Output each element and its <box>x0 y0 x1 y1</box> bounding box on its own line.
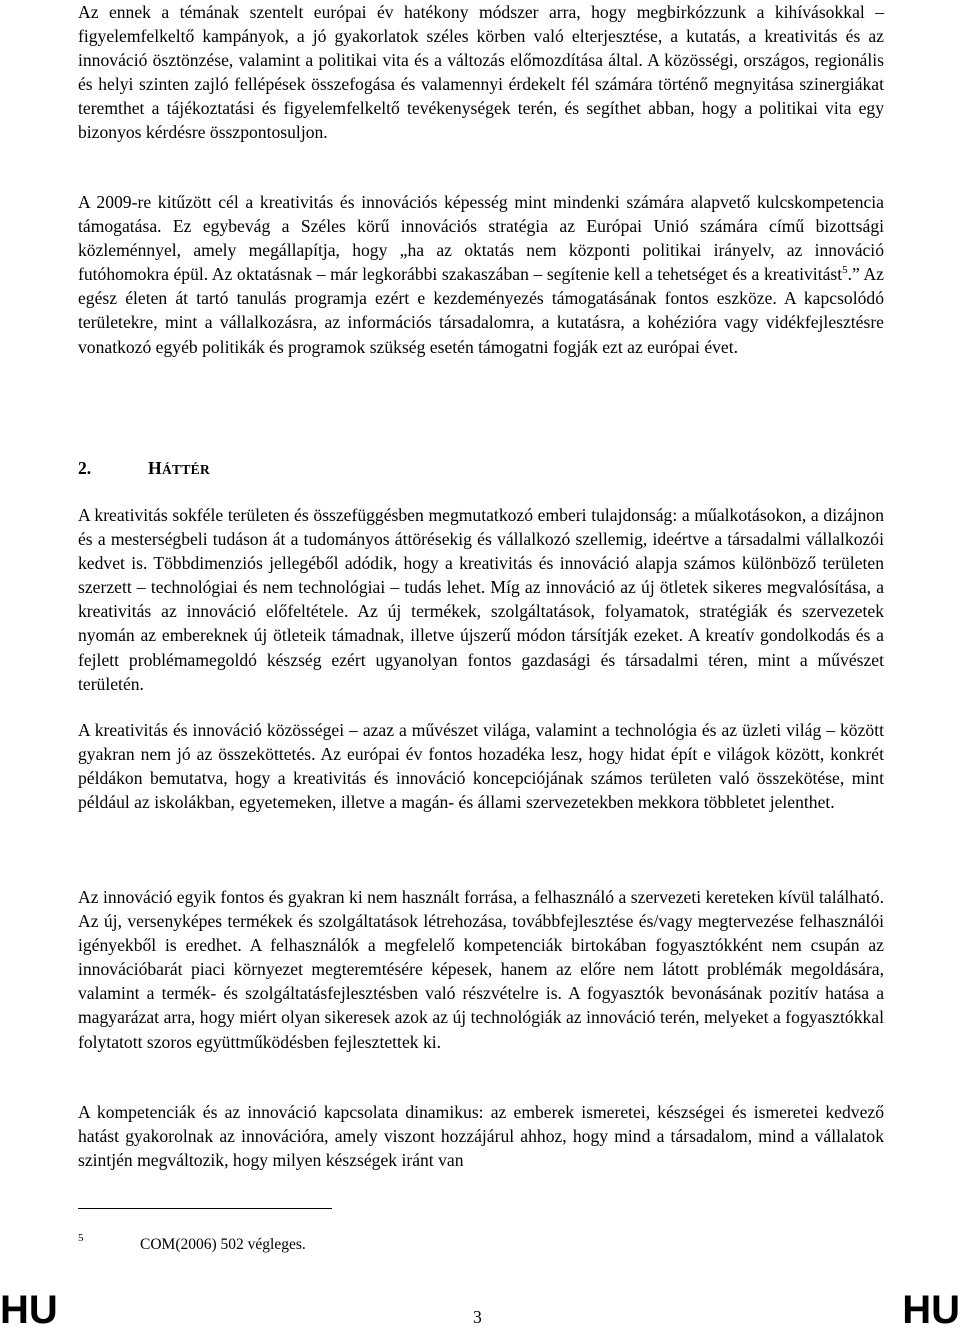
paragraph: A kompetenciák és az innováció kapcsolata dinamikus: az emberek ismeretei, készségei és ismeretei kedvező hatást gyakorolnak az innovációra, amely viszont hozzájárul ahhoz, hogy mind a társadalom, mind a vállalatok szintjén megváltozik, hogy milyen készségek iránt van <box>78 1102 884 1171</box>
section-number: 2. <box>78 458 92 478</box>
footnote-number: 5 <box>78 1232 84 1244</box>
paragraph: A kreativitás sokféle területen és összefüggésben megmutatkozó emberi tulajdonság: a műalkotásokon, a dizájnon és a mesterségbeli tudáson át a tudományos áttörésekig és vállalkozó szellemig, ideértve a társadalmi vállalkozói kedvet is. Többdimenziós jellegéből adódik, hogy a kreativitás és innováció alapja számos különböző területen szerzett – technológiai és nem technológiai – tudás lehet. Míg az innováció az új ötletek sikeres megvalósítása, a kreativitás az innováció előfeltétele. Az új termékek, szolgáltatások, folyamatok, stratégiák és szervezetek nyomán az embereknek új ötleteik támadnak, illetve újszerű módon társítják ezeket. A kreatív gondolkodás és a fejlett problémamegoldó készség ezért ugyanolyan fontos gazdasági és társadalmi téren, mint a művészet területén. <box>78 505 884 694</box>
paragraph-text: A 2009-re kitűzött cél a kreativitás és innovációs képesség mint mindenki számára alapvető kulcskompetencia támogatása. Ez egybevág a Széles körű innovációs stratégia az Európai Unió számára című bizottsági közleménnyel, amely megállapítja, hogy „ha az oktatás nem központi politikai irányelv, az innováció futóhomokra épül. Az oktatásnak – már legkorábbi szakaszában – segítenie kell a tehetséget és a kreativitást <box>78 192 884 285</box>
paragraph <box>78 190 884 359</box>
footnote <box>78 1228 306 1255</box>
section-heading <box>78 458 884 479</box>
paragraph: Az innováció egyik fontos és gyakran ki nem használt forrása, a felhasználó a szervezeti kereteken kívül található. Az új, versenyképes termékek és szolgáltatások létrehozása, továbbfejlesztése és/vagy megtervezése felhasználói igényekből is eredhet. A felhasználók a megfelelő kompetenciák birtokában fogyasztókként nem csupán az innovációbarát piaci környezet megteremtésére képesek, hanem az előre nem látott problémák megoldására, valamint a termék- és szolgáltatásfejlesztésben való részvételre is. A fogyasztók bevonásának pozitív hatása a magyarázat arra, hogy miért olyan sikeresek azok az új technológiák az innováció terén, melyeket a fogyasztókkal folytatott szoros együttműködésben fejlesztettek ki. <box>78 887 884 1052</box>
section-title: HÁTTÉR <box>148 458 211 478</box>
language-code-right: HU <box>902 1288 960 1332</box>
footnote-text: COM(2006) 502 végleges. <box>140 1236 306 1253</box>
footnote-reference: 5 <box>842 264 848 277</box>
footnote-separator <box>78 1208 332 1209</box>
paragraph-text: .” Az egész életen át tartó tanulás programja ezért e kezdeményezés támogatásának fontos eszköze. A kapcsolódó területekre, mint a vállalkozásra, az információs társadalomra, a kutatásra, a kohézióra vagy vidékfejlesztésre vonatkozó egyéb politikák és programok szükség esetén támogatni fogják ezt az európai évet. <box>78 264 884 357</box>
paragraph: A kreativitás és innováció közösségei – azaz a művészet világa, valamint a technológia és az üzleti világ – között gyakran nem jó az összeköttetés. Az európai év fontos hozadéka lesz, hogy hidat épít e világok között, konkrét példákon bemutatva, hogy a kreativitás és innováció koncepciójának számos területen való összekötése, mint például az iskolákban, egyetemeken, illetve a magán- és állami szervezetekben mekkora többletet jelenthet. <box>78 720 884 813</box>
page-number: 3 <box>473 1307 482 1327</box>
paragraph: Az ennek a témának szentelt európai év hatékony módszer arra, hogy megbirkózzunk a kihívásokkal – figyelemfelkeltő kampányok, a jó gyakorlatok széles körben való elterjesztése, a kutatás, a kreativitás és az innováció ösztönzése, valamint a politikai vita és a változás előmozdítása által. A közösségi, országos, regionális és helyi szinten zajló fellépések összefogása és valamennyi érdekelt fél számára történő megnyitása szinergiákat teremthet a tájékoztatási és figyelemfelkeltő tevékenységek terén, és segíthet abban, hogy a politikai vita egy bizonyos kérdésre összpontosuljon. <box>78 2 884 143</box>
language-code-left: HU <box>0 1288 58 1332</box>
